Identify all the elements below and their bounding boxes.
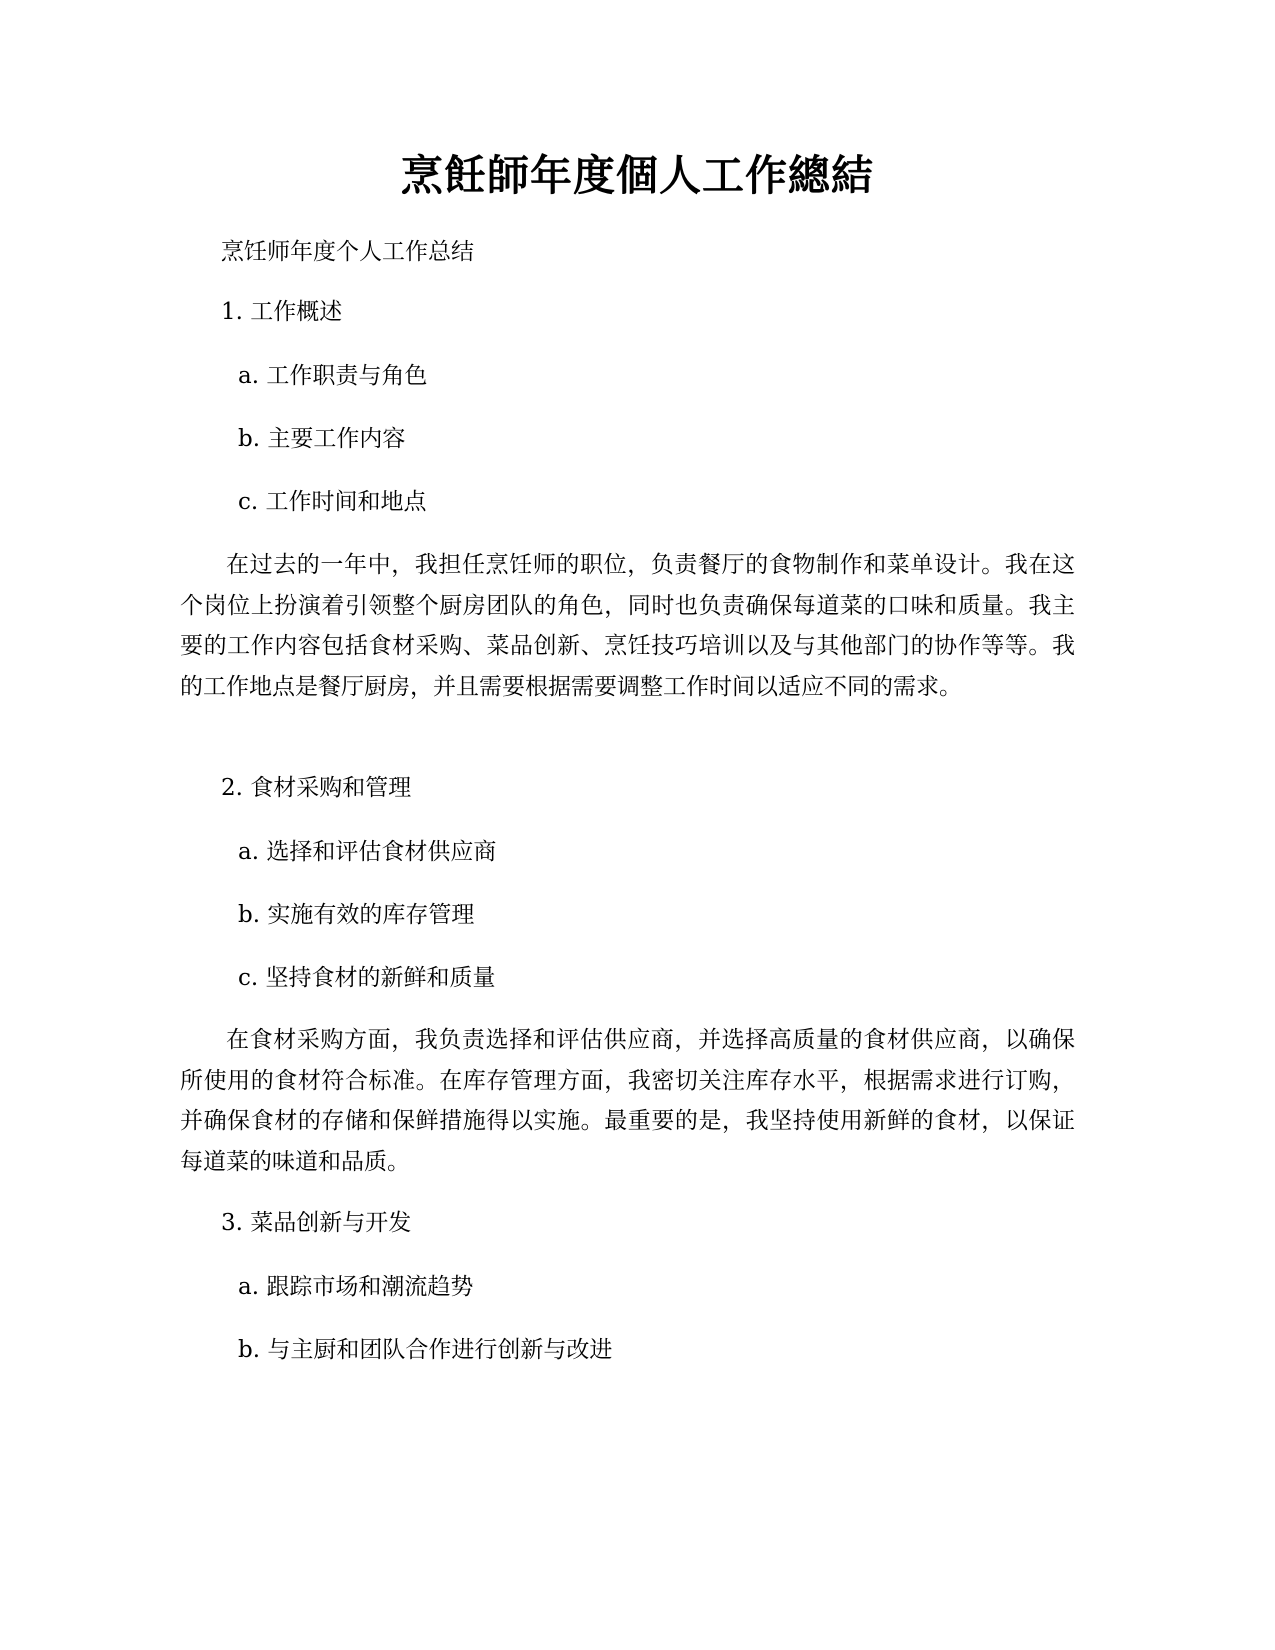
section-heading: 3. 菜品创新与开发: [221, 1210, 412, 1236]
list-item: a. 跟踪市场和潮流趋势: [238, 1274, 474, 1300]
list-item: c. 工作时间和地点: [238, 489, 427, 515]
document-title: 烹飪師年度個人工作總結: [400, 151, 874, 200]
section-heading: 2. 食材采购和管理: [221, 775, 412, 801]
list-item: b. 与主厨和团队合作进行创新与改进: [238, 1337, 613, 1363]
list-item: c. 坚持食材的新鲜和质量: [238, 965, 496, 991]
list-item: b. 实施有效的库存管理: [238, 902, 475, 928]
list-item: a. 选择和评估食材供应商: [238, 839, 497, 865]
body-paragraph: 在食材采购方面，我负责选择和评估供应商，并选择高质量的食材供应商，以确保所使用的食材符合标准。在库存管理方面，我密切关注库存水平，根据需求进行订购，并确保食材的存储和保鲜措施得以实施。最重要的是，我坚持使用新鲜的食材，以保证每道菜的味道和品质。: [180, 1027, 1075, 1175]
section-heading: 1. 工作概述: [221, 299, 343, 325]
document-subtitle: 烹饪师年度个人工作总结: [221, 239, 474, 265]
list-item: a. 工作职责与角色: [238, 363, 428, 389]
body-paragraph: 在过去的一年中，我担任烹饪师的职位，负责餐厅的食物制作和菜单设计。我在这个岗位上扮演着引领整个厨房团队的角色，同时也负责确保每道菜的口味和质量。我主要的工作内容包括食材采购、菜品创新、烹饪技巧培训以及与其他部门的协作等等。我的工作地点是餐厅厨房，并且需要根据需要调整工作时间以适应不同的需求。: [180, 552, 1075, 700]
list-item: b. 主要工作内容: [238, 426, 406, 452]
